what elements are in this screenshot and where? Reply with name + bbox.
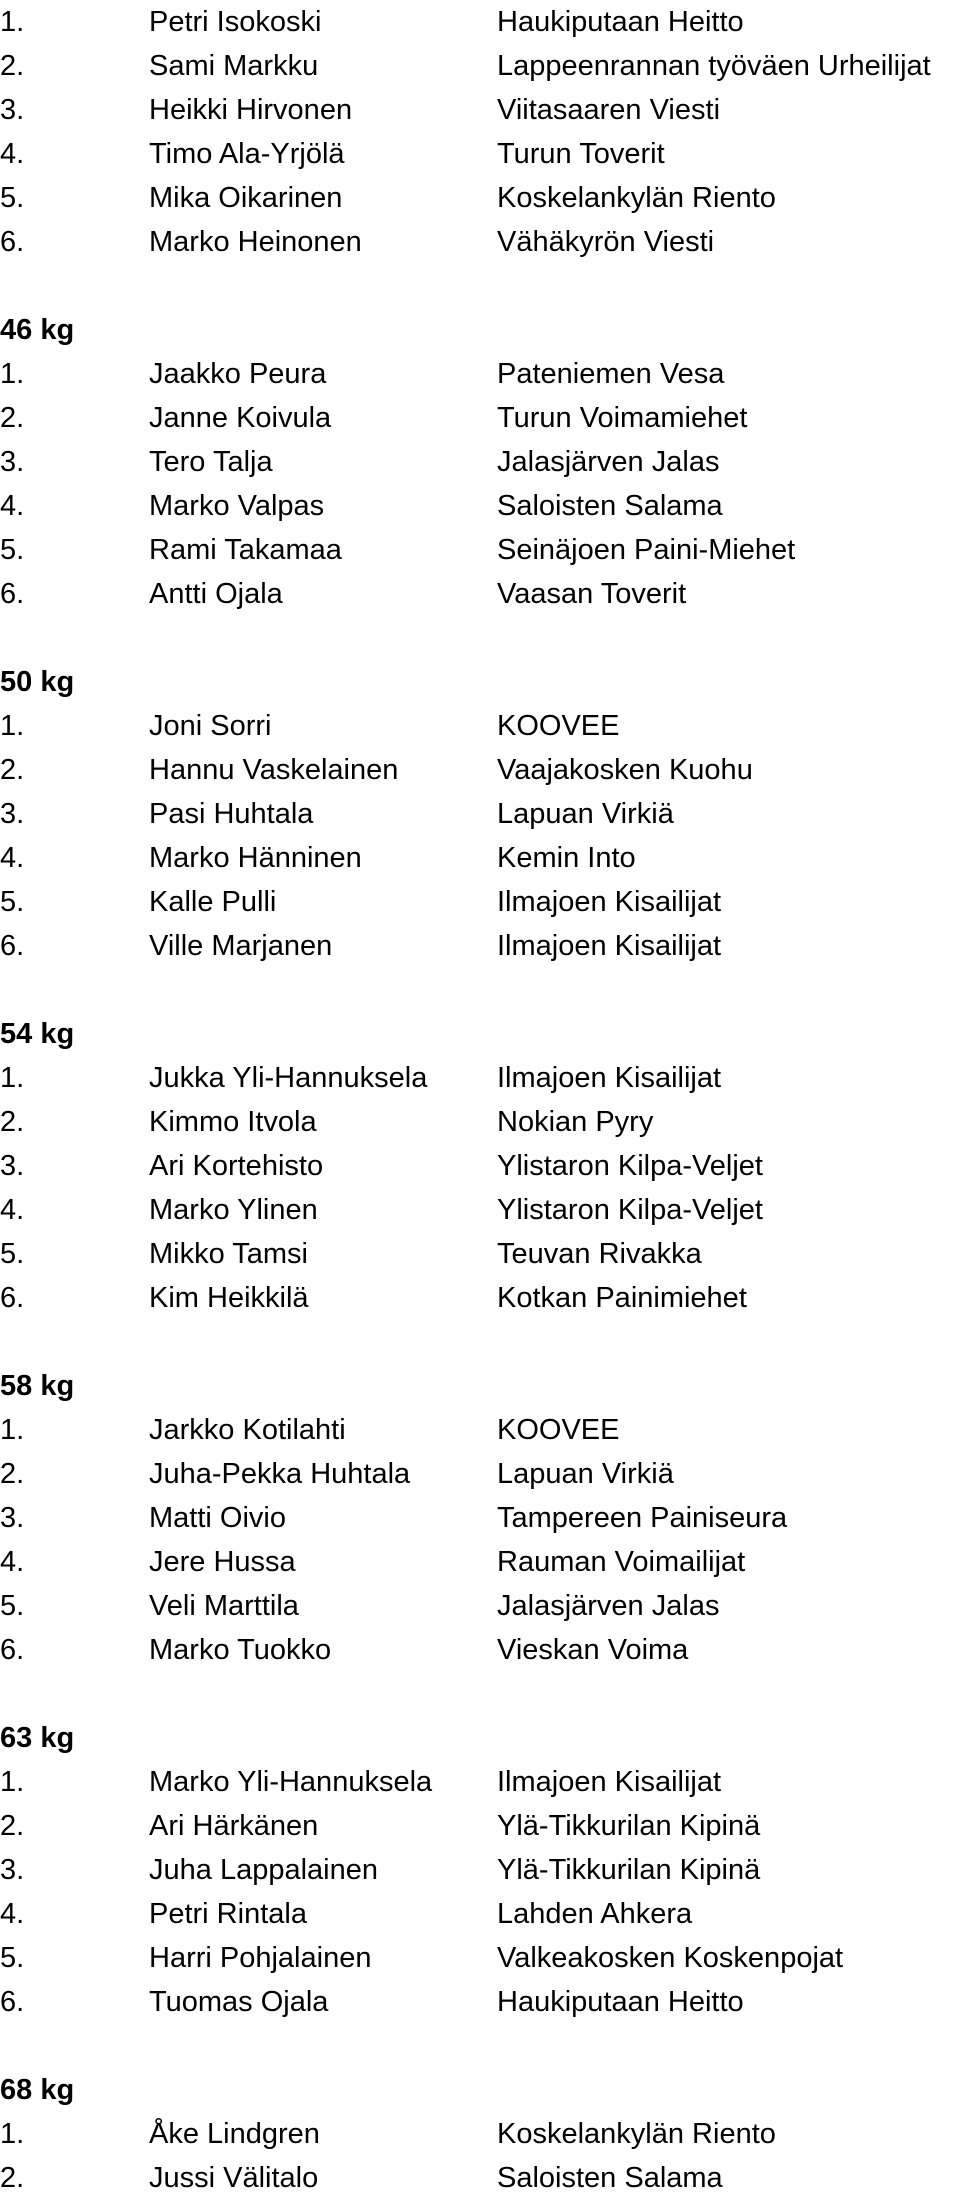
wrestler-name: Pasi Huhtala <box>149 798 314 830</box>
club-name: Viitasaaren Viesti <box>497 94 721 126</box>
result-row <box>0 88 960 132</box>
result-row <box>0 440 960 484</box>
wrestler-name: Jaakko Peura <box>149 358 327 390</box>
weight-class-heading: 50 kg <box>0 666 75 698</box>
result-rank: 1. <box>0 710 25 742</box>
result-row <box>0 1452 960 1496</box>
result-row <box>0 572 960 616</box>
result-rank: 4. <box>0 1546 25 1578</box>
wrestler-name: Tero Talja <box>149 446 273 478</box>
club-name: Ilmajoen Kisailijat <box>497 1766 722 1798</box>
result-rank: 6. <box>0 1634 25 1666</box>
result-rank: 1. <box>0 1062 25 1094</box>
result-rank: 3. <box>0 1150 25 1182</box>
result-rank: 2. <box>0 1106 25 1138</box>
result-row <box>0 836 960 880</box>
result-row <box>0 1980 960 2024</box>
wrestler-name: Ari Härkänen <box>149 1810 319 1842</box>
wrestler-name: Kalle Pulli <box>149 886 277 918</box>
club-name: Jalasjärven Jalas <box>497 1590 720 1622</box>
wrestler-name: Marko Tuokko <box>149 1634 332 1666</box>
result-rank: 2. <box>0 1810 25 1842</box>
result-rank: 6. <box>0 1986 25 2018</box>
result-row <box>0 1408 960 1452</box>
wrestler-name: Åke Lindgren <box>149 2118 320 2150</box>
result-row <box>0 1496 960 1540</box>
club-name: Ilmajoen Kisailijat <box>497 930 722 962</box>
result-row <box>0 1804 960 1848</box>
result-rank: 4. <box>0 138 25 170</box>
club-name: Lahden Ahkera <box>497 1898 693 1930</box>
wrestler-name: Antti Ojala <box>149 578 283 610</box>
wrestler-name: Matti Oivio <box>149 1502 286 1534</box>
wrestler-name: Petri Rintala <box>149 1898 307 1930</box>
result-rank: 6. <box>0 578 25 610</box>
wrestler-name: Joni Sorri <box>149 710 272 742</box>
club-name: Turun Voimamiehet <box>497 402 748 434</box>
result-row <box>0 1232 960 1276</box>
wrestler-name: Marko Ylinen <box>149 1194 318 1226</box>
club-name: Lapuan Virkiä <box>497 798 674 830</box>
club-name: Lappeenrannan työväen Urheilijat <box>497 50 931 82</box>
result-rank: 4. <box>0 490 25 522</box>
club-name: Pateniemen Vesa <box>497 358 725 390</box>
result-rank: 3. <box>0 798 25 830</box>
result-row <box>0 1056 960 1100</box>
club-name: Koskelankylän Riento <box>497 2118 776 2150</box>
result-row <box>0 1276 960 1320</box>
result-row <box>0 880 960 924</box>
result-rank: 6. <box>0 930 25 962</box>
result-row <box>0 176 960 220</box>
result-row <box>0 2112 960 2156</box>
result-row <box>0 1100 960 1144</box>
wrestler-name: Juha Lappalainen <box>149 1854 378 1886</box>
result-rank: 1. <box>0 2118 25 2150</box>
wrestler-name: Petri Isokoski <box>149 6 322 38</box>
result-row <box>0 44 960 88</box>
wrestler-name: Janne Koivula <box>149 402 332 434</box>
club-name: Ilmajoen Kisailijat <box>497 1062 722 1094</box>
result-rank: 1. <box>0 1414 25 1446</box>
result-rank: 3. <box>0 94 25 126</box>
weight-class-heading: 58 kg <box>0 1370 75 1402</box>
club-name: KOOVEE <box>497 710 620 742</box>
club-name: Teuvan Rivakka <box>497 1238 702 1270</box>
result-rank: 1. <box>0 358 25 390</box>
result-rank: 2. <box>0 754 25 786</box>
wrestler-name: Ville Marjanen <box>149 930 333 962</box>
wrestler-name: Jussi Välitalo <box>149 2162 319 2194</box>
club-name: Kemin Into <box>497 842 636 874</box>
result-row <box>0 0 960 44</box>
wrestler-name: Veli Marttila <box>149 1590 299 1622</box>
club-name: Haukiputaan Heitto <box>497 6 744 38</box>
wrestler-name: Ari Kortehisto <box>149 1150 324 1182</box>
result-rank: 5. <box>0 534 25 566</box>
club-name: Vaasan Toverit <box>497 578 687 610</box>
wrestler-name: Heikki Hirvonen <box>149 94 353 126</box>
result-rank: 6. <box>0 1282 25 1314</box>
club-name: Tampereen Painiseura <box>497 1502 788 1534</box>
wrestler-name: Marko Yli-Hannuksela <box>149 1766 433 1798</box>
weight-class-heading: 54 kg <box>0 1018 75 1050</box>
result-rank: 4. <box>0 1898 25 1930</box>
club-name: Ylä-Tikkurilan Kipinä <box>497 1810 761 1842</box>
result-row <box>0 1584 960 1628</box>
result-rank: 2. <box>0 2162 25 2194</box>
result-row <box>0 1188 960 1232</box>
result-row <box>0 2156 960 2200</box>
weight-class-heading: 46 kg <box>0 314 75 346</box>
result-row <box>0 528 960 572</box>
result-rank: 2. <box>0 50 25 82</box>
result-rank: 3. <box>0 1854 25 1886</box>
result-row <box>0 1540 960 1584</box>
wrestler-name: Hannu Vaskelainen <box>149 754 399 786</box>
wrestler-name: Rami Takamaa <box>149 534 342 566</box>
wrestler-name: Jukka Yli-Hannuksela <box>149 1062 428 1094</box>
result-row <box>0 352 960 396</box>
club-name: Rauman Voimailijat <box>497 1546 746 1578</box>
wrestler-name: Kimmo Itvola <box>149 1106 317 1138</box>
result-rank: 4. <box>0 842 25 874</box>
club-name: Saloisten Salama <box>497 490 723 522</box>
club-name: Kotkan Painimiehet <box>497 1282 747 1314</box>
result-row <box>0 704 960 748</box>
club-name: Lapuan Virkiä <box>497 1458 674 1490</box>
wrestler-name: Jarkko Kotilahti <box>149 1414 346 1446</box>
weight-class-heading: 63 kg <box>0 1722 75 1754</box>
wrestler-name: Harri Pohjalainen <box>149 1942 372 1974</box>
club-name: Turun Toverit <box>497 138 665 170</box>
result-rank: 3. <box>0 1502 25 1534</box>
wrestler-name: Mika Oikarinen <box>149 182 343 214</box>
wrestler-name: Marko Heinonen <box>149 226 362 258</box>
club-name: Ylä-Tikkurilan Kipinä <box>497 1854 761 1886</box>
result-rank: 2. <box>0 402 25 434</box>
result-row <box>0 1760 960 1804</box>
result-row <box>0 1628 960 1672</box>
result-rank: 4. <box>0 1194 25 1226</box>
club-name: Ylistaron Kilpa-Veljet <box>497 1194 763 1226</box>
wrestler-name: Marko Valpas <box>149 490 325 522</box>
club-name: Ylistaron Kilpa-Veljet <box>497 1150 763 1182</box>
wrestler-name: Kim Heikkilä <box>149 1282 309 1314</box>
club-name: Vieskan Voima <box>497 1634 689 1666</box>
result-rank: 1. <box>0 6 25 38</box>
club-name: Vaajakosken Kuohu <box>497 754 753 786</box>
club-name: Haukiputaan Heitto <box>497 1986 744 2018</box>
club-name: Saloisten Salama <box>497 2162 723 2194</box>
result-rank: 6. <box>0 226 25 258</box>
club-name: Vähäkyrön Viesti <box>497 226 715 258</box>
wrestler-name: Sami Markku <box>149 50 319 82</box>
result-row <box>0 220 960 264</box>
wrestler-name: Jere Hussa <box>149 1546 296 1578</box>
result-rank: 5. <box>0 886 25 918</box>
result-row <box>0 1892 960 1936</box>
club-name: Nokian Pyry <box>497 1106 654 1138</box>
result-rank: 5. <box>0 182 25 214</box>
club-name: Valkeakosken Koskenpojat <box>497 1942 844 1974</box>
wrestler-name: Timo Ala-Yrjölä <box>149 138 345 170</box>
wrestler-name: Mikko Tamsi <box>149 1238 308 1270</box>
result-rank: 2. <box>0 1458 25 1490</box>
result-row <box>0 132 960 176</box>
club-name: Seinäjoen Paini-Miehet <box>497 534 796 566</box>
result-row <box>0 484 960 528</box>
result-row <box>0 1848 960 1892</box>
club-name: Koskelankylän Riento <box>497 182 776 214</box>
result-row <box>0 396 960 440</box>
result-rank: 5. <box>0 1590 25 1622</box>
wrestler-name: Tuomas Ojala <box>149 1986 329 2018</box>
result-rank: 3. <box>0 446 25 478</box>
result-row <box>0 1144 960 1188</box>
result-rank: 1. <box>0 1766 25 1798</box>
result-row <box>0 924 960 968</box>
club-name: KOOVEE <box>497 1414 620 1446</box>
wrestler-name: Marko Hänninen <box>149 842 362 874</box>
club-name: Jalasjärven Jalas <box>497 446 720 478</box>
wrestler-name: Juha-Pekka Huhtala <box>149 1458 411 1490</box>
club-name: Ilmajoen Kisailijat <box>497 886 722 918</box>
result-rank: 5. <box>0 1942 25 1974</box>
result-row <box>0 1936 960 1980</box>
weight-class-heading: 68 kg <box>0 2074 75 2106</box>
result-row <box>0 748 960 792</box>
result-rank: 5. <box>0 1238 25 1270</box>
result-row <box>0 792 960 836</box>
